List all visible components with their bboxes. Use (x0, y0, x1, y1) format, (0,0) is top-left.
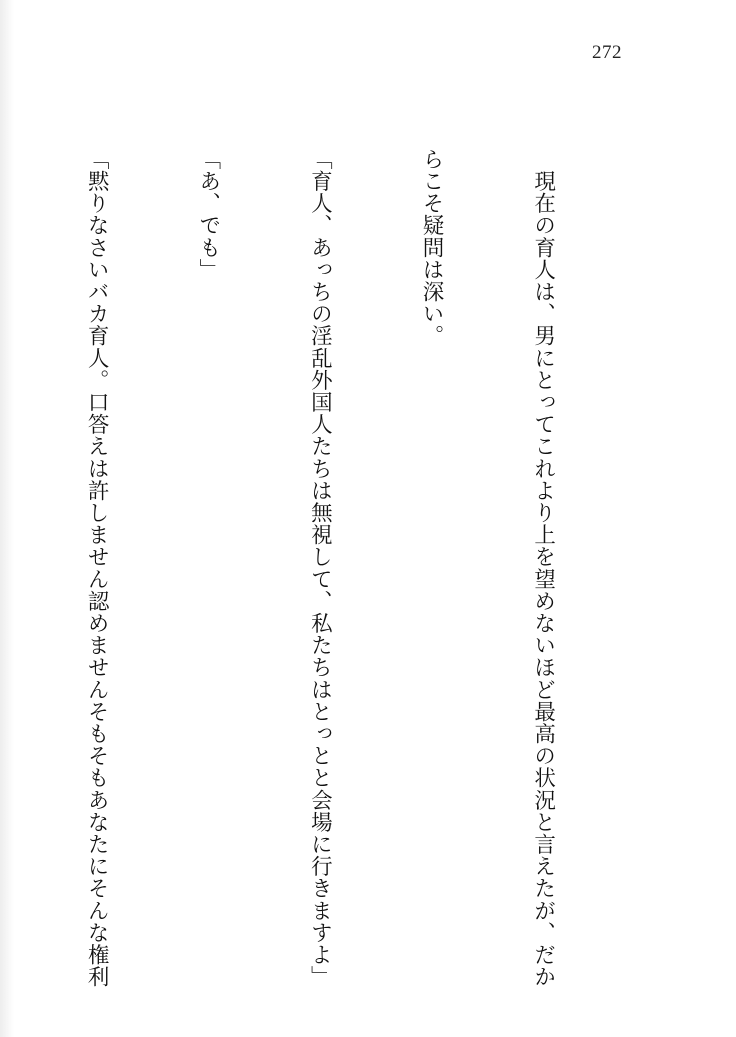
text-line: 「育人、あっちの淫乱外国人たちは無視して、私たちはとっとと会場に行きますよ」 (307, 148, 333, 988)
body-text (0, 148, 636, 988)
text-line (0, 148, 4, 948)
text-line: 「あ、でも」 (195, 148, 221, 281)
page-number: 272 (592, 42, 622, 63)
text-line: らこそ疑問は深い。 (418, 148, 444, 347)
text-line: 「黙りなさいバカ育人。口答えは許しません認めませんそもそもあなたにそんな権利 (84, 148, 110, 988)
text-line: 現在の育人は、男にとってこれより上を望めないほど最高の状況と言えたが、だか (530, 148, 556, 988)
